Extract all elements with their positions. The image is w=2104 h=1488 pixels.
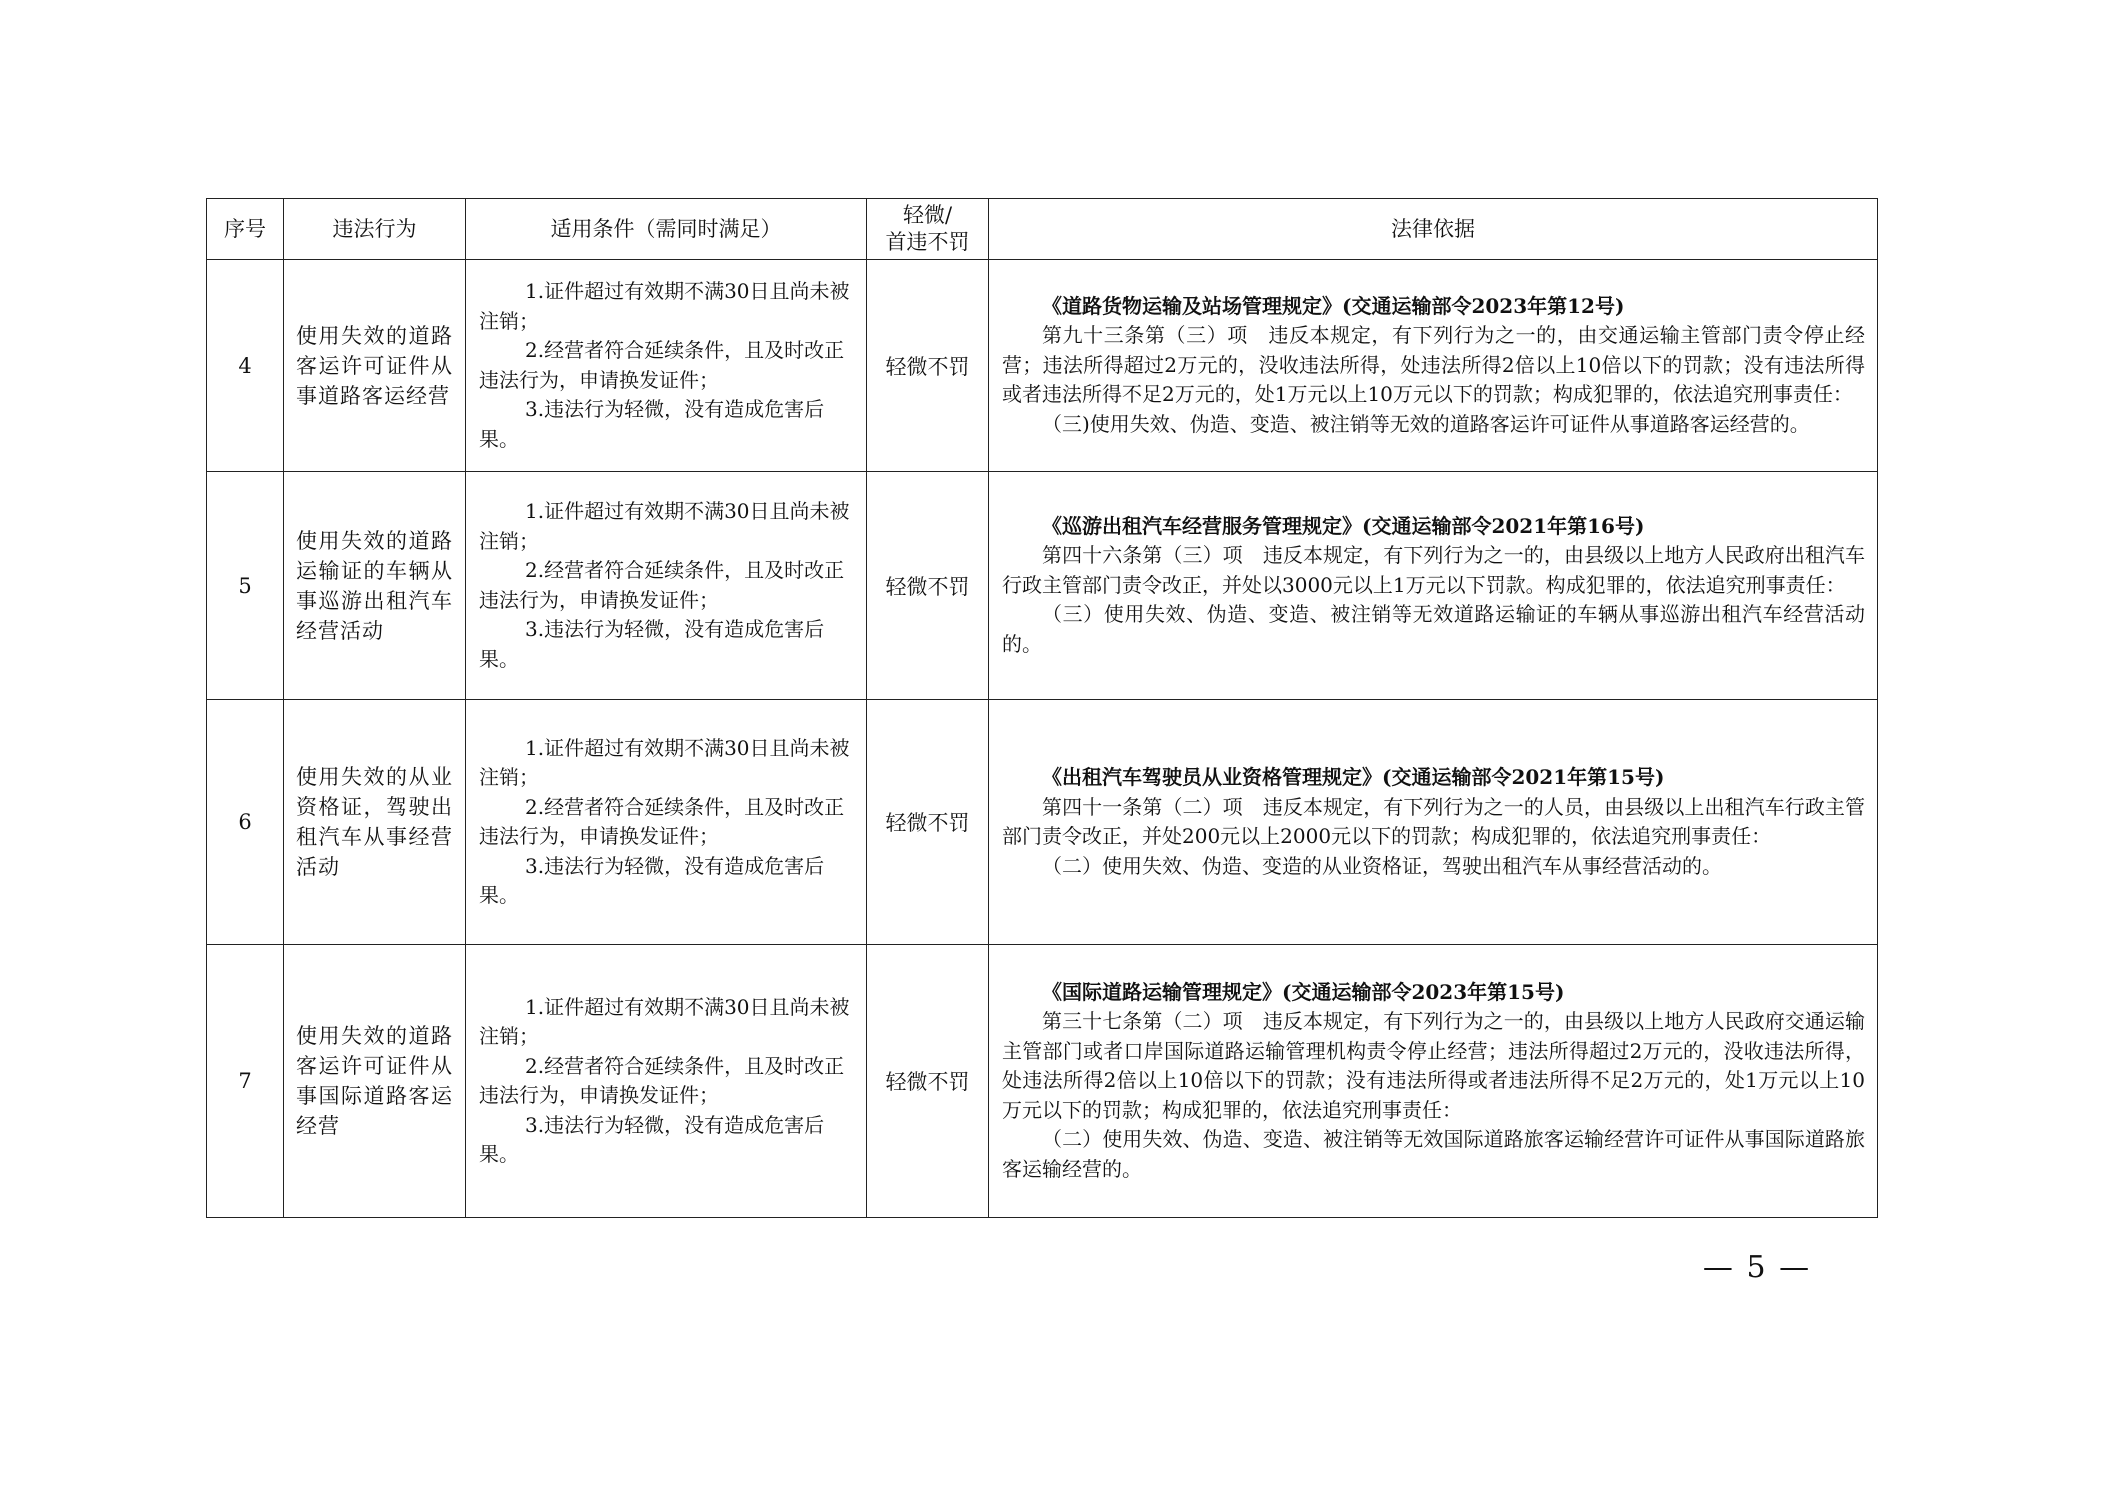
row-act: 使用失效的道路客运许可证件从事国际道路客运经营 <box>284 945 466 1218</box>
row-seq: 7 <box>207 945 284 1218</box>
cond-item: 2.经营者符合延续条件，且及时改正违法行为，申请换发证件； <box>479 338 845 392</box>
cond-item: 3.违法行为轻微，没有造成危害后果。 <box>479 1112 825 1166</box>
table-row <box>207 472 1878 700</box>
law-paragraph: 第三十七条第（二）项 违反本规定，有下列行为之一的，由县级以上地方人民政府交通运输主管部门或者口岸国际道路运输管理机构责令停止经营；违法所得超过2万元的，没收违法所得，处违法所得2倍以上10倍以下的罚款；没有违法所得或者违法所得不足2万元的，处1万元以上10万元以下的罚款；构成犯罪的，依法追究刑事责任： <box>1002 1009 1865 1122</box>
header-light-line2: 首违不罚 <box>885 230 970 254</box>
law-paragraph: （二）使用失效、伪造、变造、被注销等无效国际道路旅客运输经营许可证件从事国际道路旅客运输经营的。 <box>1002 1127 1865 1181</box>
row-seq: 5 <box>207 472 284 700</box>
row-act: 使用失效的从业资格证，驾驶出租汽车从事经营活动 <box>284 700 466 945</box>
row-light: 轻微不罚 <box>867 700 989 945</box>
cond-item: 2.经营者符合延续条件，且及时改正违法行为，申请换发证件； <box>479 794 845 848</box>
table-header-row <box>207 199 1878 260</box>
row-cond <box>466 472 867 700</box>
cond-item: 1.证件超过有效期不满30日且尚未被注销； <box>479 499 850 553</box>
cond-item: 2.经营者符合延续条件，且及时改正违法行为，申请换发证件； <box>479 558 845 612</box>
table-row <box>207 945 1878 1218</box>
cond-item: 1.证件超过有效期不满30日且尚未被注销； <box>479 735 850 789</box>
row-light: 轻微不罚 <box>867 945 989 1218</box>
regulation-table <box>206 198 1878 1218</box>
header-seq: 序号 <box>207 199 284 260</box>
row-law <box>989 260 1878 472</box>
row-seq: 6 <box>207 700 284 945</box>
law-title: 《道路货物运输及站场管理规定》(交通运输部令2023年第12号) <box>1042 293 1625 318</box>
header-light <box>867 199 989 260</box>
law-paragraph: 第四十六条第（三）项 违反本规定，有下列行为之一的，由县级以上地方人民政府出租汽车行政主管部门责令改正，并处以3000元以上1万元以下罚款。构成犯罪的，依法追究刑事责任： <box>1002 543 1865 597</box>
cond-item: 3.违法行为轻微，没有造成危害后果。 <box>479 397 825 451</box>
law-paragraph: （三）使用失效、伪造、变造、被注销等无效道路运输证的车辆从事巡游出租汽车经营活动的。 <box>1002 602 1865 656</box>
cond-item: 2.经营者符合延续条件，且及时改正违法行为，申请换发证件； <box>479 1053 845 1107</box>
law-title: 《巡游出租汽车经营服务管理规定》(交通运输部令2021年第16号) <box>1042 513 1645 538</box>
row-cond <box>466 700 867 945</box>
row-cond <box>466 260 867 472</box>
row-law <box>989 472 1878 700</box>
cond-item: 3.违法行为轻微，没有造成危害后果。 <box>479 853 825 907</box>
cond-item: 3.违法行为轻微，没有造成危害后果。 <box>479 617 825 671</box>
row-cond <box>466 945 867 1218</box>
law-title: 《国际道路运输管理规定》(交通运输部令2023年第15号) <box>1042 979 1565 1004</box>
row-law <box>989 700 1878 945</box>
row-act: 使用失效的道路客运许可证件从事道路客运经营 <box>284 260 466 472</box>
law-title: 《出租汽车驾驶员从业资格管理规定》(交通运输部令2021年第15号) <box>1042 765 1665 789</box>
law-paragraph: （二）使用失效、伪造、变造的从业资格证，驾驶出租汽车从事经营活动的。 <box>1042 853 1722 878</box>
row-law <box>989 945 1878 1218</box>
header-light-line1: 轻微/ <box>902 203 953 227</box>
row-light: 轻微不罚 <box>867 472 989 700</box>
header-cond: 适用条件（需同时满足） <box>466 199 867 260</box>
page-number: — 5 — <box>1702 1250 1812 1285</box>
row-seq: 4 <box>207 260 284 472</box>
law-paragraph: （三)使用失效、伪造、变造、被注销等无效的道路客运许可证件从事道路客运经营的。 <box>1042 411 1810 436</box>
table-row <box>207 260 1878 472</box>
cond-item: 1.证件超过有效期不满30日且尚未被注销； <box>479 279 850 333</box>
row-light: 轻微不罚 <box>867 260 989 472</box>
law-paragraph: 第四十一条第（二）项 违反本规定，有下列行为之一的人员，由县级以上出租汽车行政主管部门责令改正，并处200元以上2000元以下的罚款；构成犯罪的，依法追究刑事责任： <box>1002 794 1865 848</box>
cond-item: 1.证件超过有效期不满30日且尚未被注销； <box>479 994 850 1048</box>
header-law: 法律依据 <box>989 199 1878 260</box>
row-act: 使用失效的道路运输证的车辆从事巡游出租汽车经营活动 <box>284 472 466 700</box>
table-row <box>207 700 1878 945</box>
header-act: 违法行为 <box>284 199 466 260</box>
law-paragraph: 第九十三条第（三）项 违反本规定，有下列行为之一的，由交通运输主管部门责令停止经营；违法所得超过2万元的，没收违法所得，处违法所得2倍以上10倍以下的罚款；没有违法所得或者违法所得不足2万元的，处1万元以上10万元以下的罚款；构成犯罪的，依法追究刑事责任： <box>1002 323 1865 407</box>
